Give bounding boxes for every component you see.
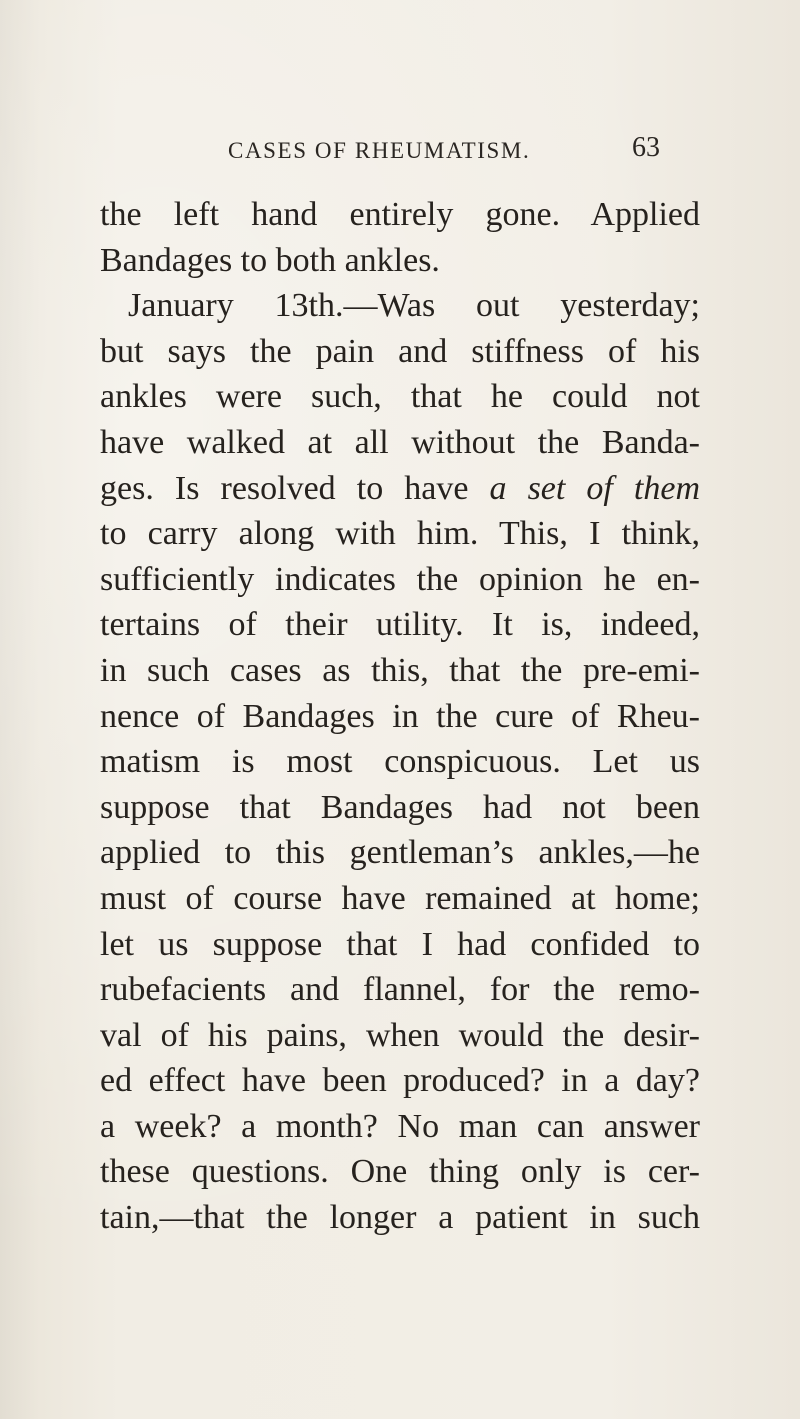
text-line: ed effect have been produced? in a day? [100,1062,700,1100]
text-line: but says the pain and stiffness of his [100,332,700,370]
running-head [0,132,800,178]
text-line [100,466,700,512]
text-line: sufficiently indicates the opinion he en- [100,560,700,598]
text-line: val of his pains, when would the desir- [100,1016,700,1054]
text-line: suppose that Bandages had not been [100,788,700,826]
body-text [100,192,700,1241]
text-line: must of course have remained at home; [100,879,700,917]
page-number: 63 [632,132,660,163]
text-line: tain,—that the longer a patient in such [100,1199,700,1237]
text-line: a week? a month? No man can answer [100,1107,700,1145]
running-title: CASES OF RHEUMATISM. [228,138,531,163]
text-line: tertains of their utility. It is, indeed, [100,606,700,644]
text-line: ankles were such, that he could not [100,378,700,416]
text-line: applied to this gentleman’s ankles,—he [100,834,700,872]
text-line: in such cases as this, that the pre-emi- [100,651,700,689]
text-line: nence of Bandages in the cure of Rheu- [100,697,700,735]
text-line: have walked at all without the Banda- [100,423,700,461]
text-line: these questions. One thing only is cer- [100,1153,700,1191]
text-run: ges. Is resolved to have [100,469,469,507]
italic-run: a set of them [489,469,700,507]
text-line: the left hand entirely gone. Applied [100,196,700,233]
text-line: rubefacients and flannel, for the remo- [100,971,700,1009]
text-line: matism is most conspicuous. Let us [100,743,700,781]
text-line: to carry along with him. This, I think, [100,515,700,553]
text-line: Bandages to both ankles. [100,241,440,279]
text-line: let us suppose that I had confided to [100,925,700,963]
text-line: January 13th.—Was out yesterday; [128,287,700,325]
